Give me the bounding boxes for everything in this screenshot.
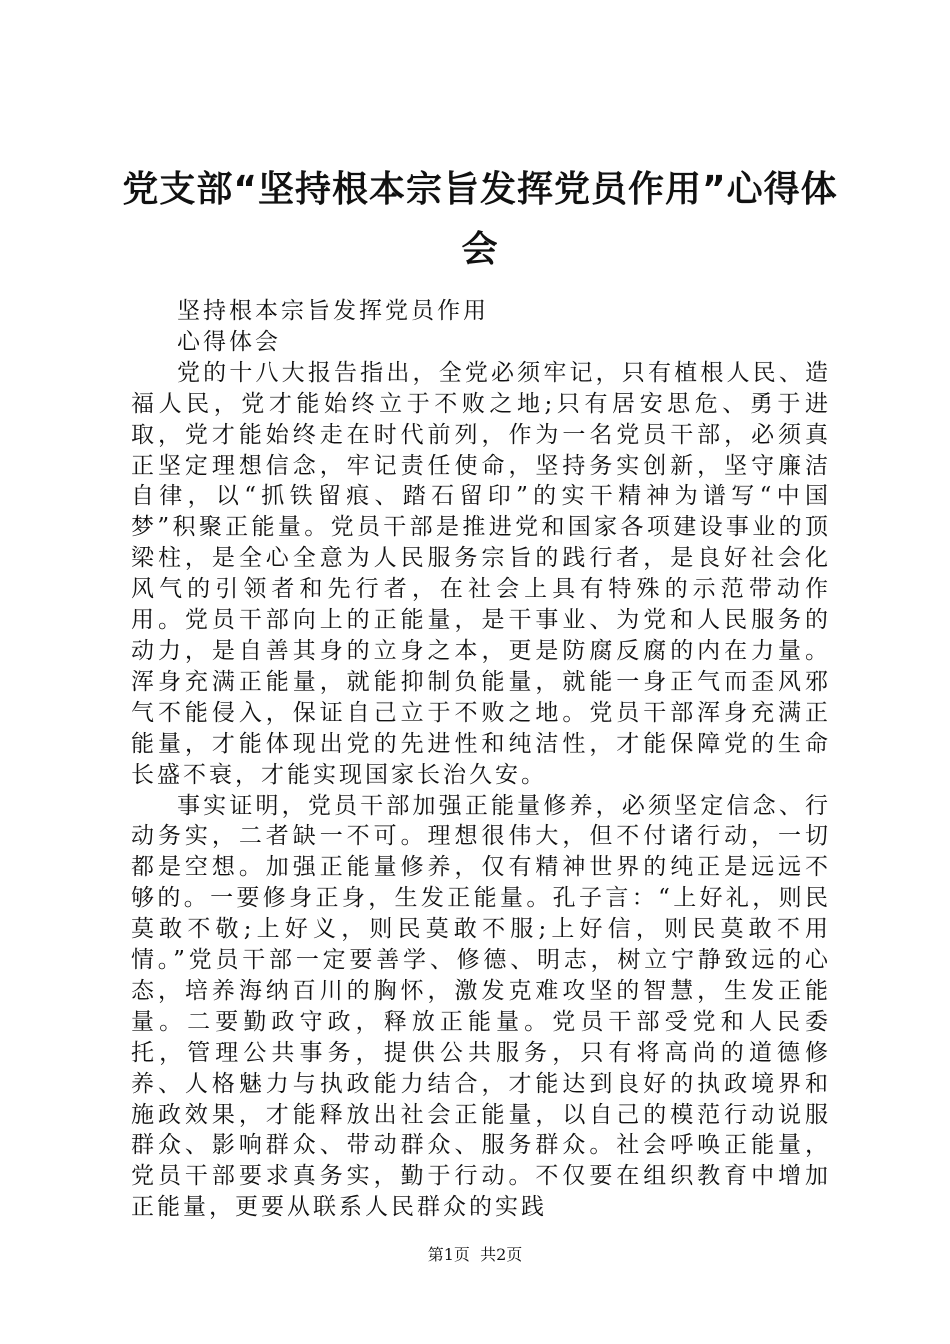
document-title: 党支部“坚持根本宗旨发挥党员作用”心得体会 (122, 169, 838, 270)
page-footer (0, 1244, 950, 1266)
page-number: 第1页 (427, 1245, 470, 1264)
body-paragraph: 党的十八大报告指出，全党必须牢记，只有植根人民、造福人民，党才能始终立于不败之地;只有居安思危、勇于进取，党才能始终走在时代前列，作为一名党员干部，必须真正坚定理想信念，牢记责任使命，坚持务实创新，坚守廉洁自律，以“抓铁留痕、踏石留印”的实干精神为谱写“中国梦”积聚正能量。党员干部是推进党和国家各项建设事业的顶梁柱，是全心全意为人民服务宗旨的践行者，是良好社会化风气的引领者和先行者，在社会上具有特殊的示范带动作用。党员干部向上的正能量，是干事业、为党和人民服务的动力，是自善其身的立身之本，更是防腐反腐的内在力量。浑身充满正能量，就能抑制负能量，就能一身正气而歪风邪气不能侵入，保证自己立于不败之地。党员干部浑身充满正能量，才能体现出党的先进性和纯洁性，才能保障党的生命长盛不衰，才能实现国家长治久安。 (131, 359, 831, 788)
page-total: 共2页 (480, 1245, 523, 1264)
document-body (131, 296, 831, 1223)
subtitle-line: 坚持根本宗旨发挥党员作用 (177, 298, 489, 324)
body-paragraph: 事实证明，党员干部加强正能量修养，必须坚定信念、行动务实，二者缺一不可。理想很伟大，但不付诸行动，一切都是空想。加强正能量修养，仅有精神世界的纯正是远远不够的。一要修身正身，生发正能量。孔子言：“上好礼，则民莫敢不敬;上好义，则民莫敢不服;上好信，则民莫敢不用情。”党员干部一定要善学、修德、明志，树立宁静致远的心态，培养海纳百川的胸怀，激发克难攻坚的智慧，生发正能量。二要勤政守政，释放正能量。党员干部受党和人民委托，管理公共事务，提供公共服务，只有将高尚的道德修养、人格魅力与执政能力结合，才能达到良好的执政境界和施政效果，才能释放出社会正能量，以自己的模范行动说服群众、影响群众、带动群众、服务群众。社会呼唤正能量，党员干部要求真务实，勤于行动。不仅要在组织教育中增加正能量，更要从联系人民群众的实践 (131, 792, 831, 1221)
subtitle-line: 心得体会 (177, 328, 281, 355)
